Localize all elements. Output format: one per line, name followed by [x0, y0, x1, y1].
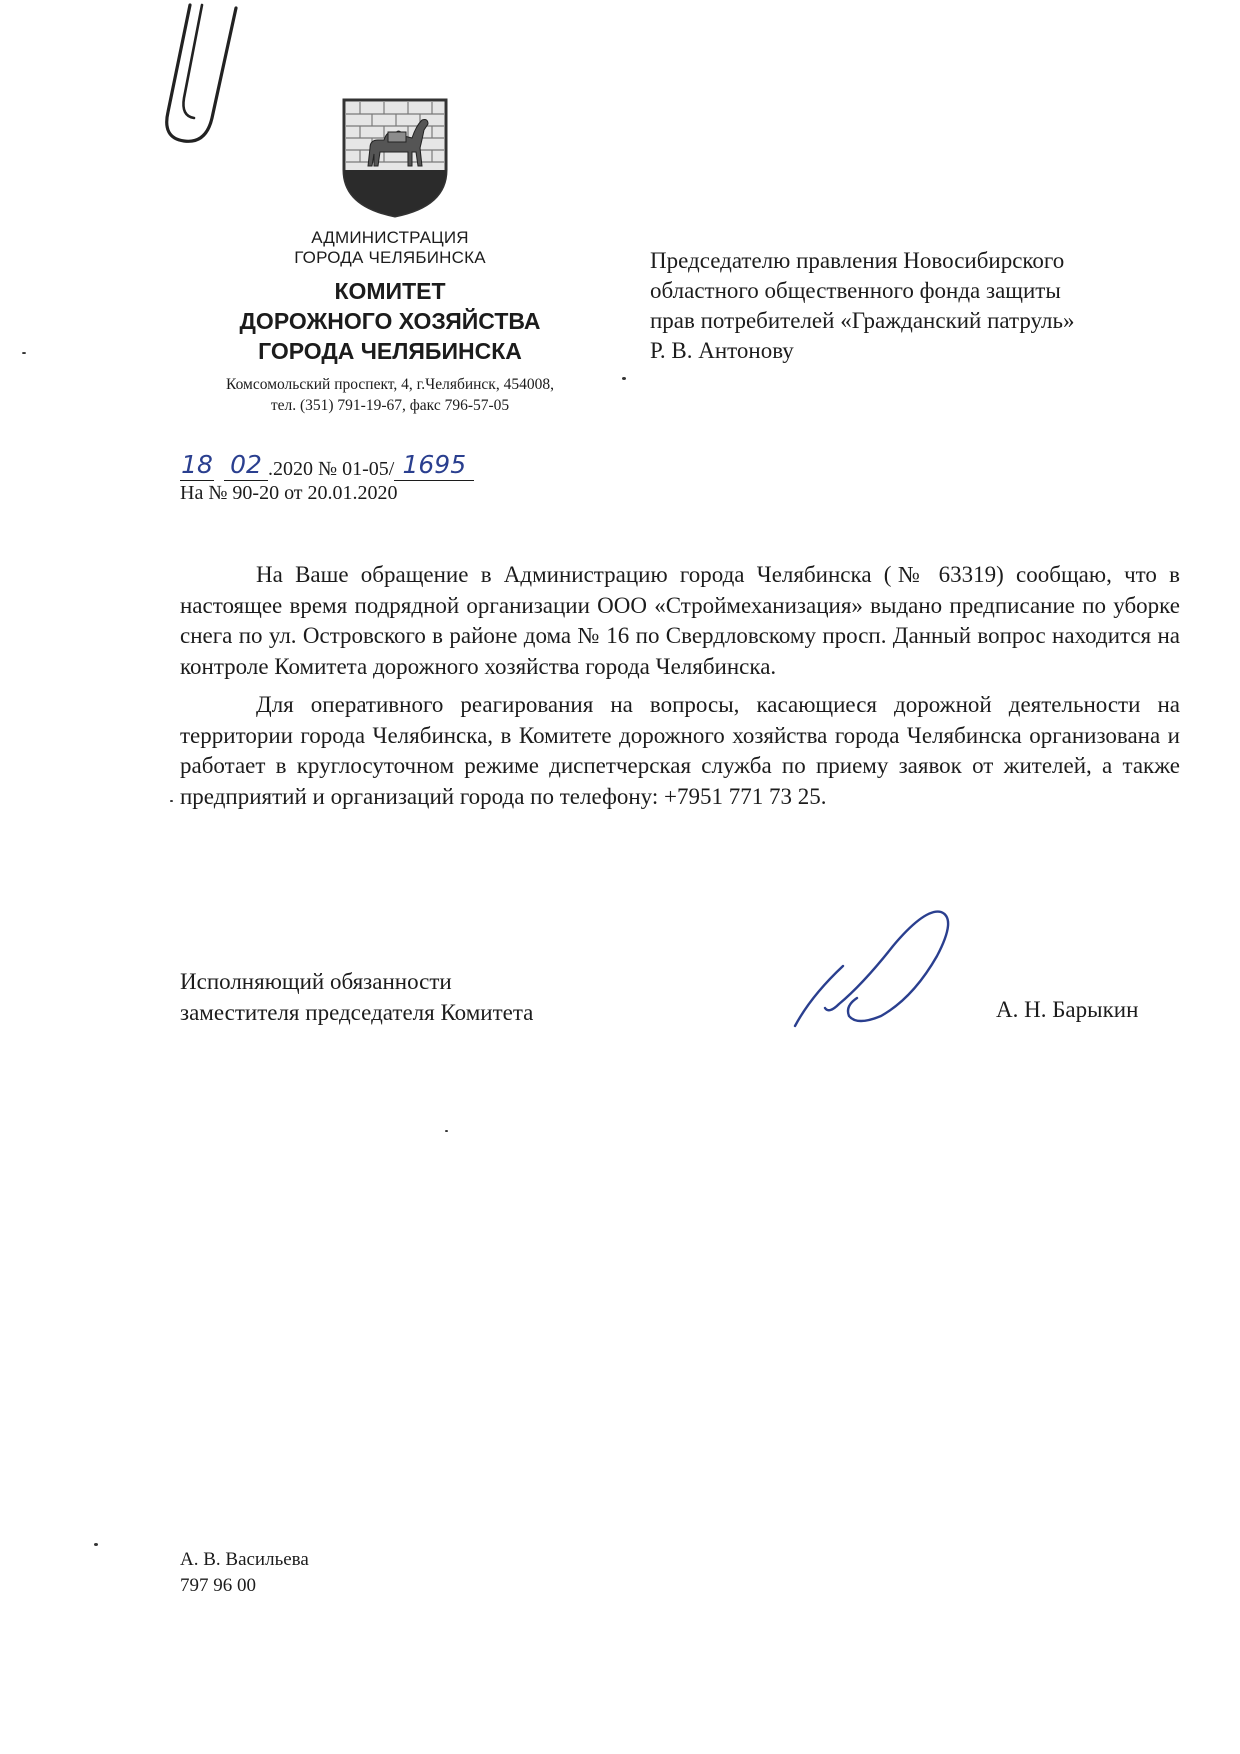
scan-speck — [622, 377, 626, 380]
recipient-line: Председателю правления Новосибирского — [650, 248, 1065, 273]
registration-month: 02 — [224, 450, 268, 481]
issuer-address-line: Комсомольский проспект, 4, г.Челябинск, 454008, — [226, 376, 554, 393]
recipient-line: прав потребителей «Гражданский патруль» — [650, 308, 1075, 333]
issuer-committee-line: ГОРОДА ЧЕЛЯБИНСКА — [258, 338, 522, 364]
body-paragraph: Для оперативного реагирования на вопросы, касающиеся дорожной деятельности на территории города Челябинска, в Комитете дорожного хозяйства города Челябинска организована и работает в круглосуточном режиме диспетчерская служба по приему заявок от жителей, а также предприятий и организаций города по телефону: +7951 771 73 25. — [180, 692, 1180, 809]
signatory-title-line: Исполняющий обязанности — [180, 969, 452, 994]
executor-phone: 797 96 00 — [180, 1575, 256, 1596]
signatory-title — [180, 966, 533, 1028]
letter-body — [180, 560, 1180, 812]
executor-block — [180, 1547, 309, 1599]
reply-reference: На № 90-20 от 20.01.2020 — [180, 482, 398, 504]
issuer-committee-line: ДОРОЖНОГО ХОЗЯЙСТВА — [239, 308, 541, 334]
paper-clip-icon — [150, 0, 260, 150]
recipient-name: Р. В. Антонову — [650, 338, 794, 363]
chelyabinsk-coat-of-arms-icon — [340, 96, 450, 218]
executor-name: А. В. Васильева — [180, 1549, 309, 1570]
issuer-admin-line: АДМИНИСТРАЦИЯ — [311, 228, 469, 247]
scan-speck — [94, 1543, 98, 1546]
signatory-name: А. Н. Барыкин — [996, 997, 1139, 1022]
signatory-title-line: заместителя председателя Комитета — [180, 1000, 534, 1025]
scan-speck — [170, 800, 173, 802]
body-paragraph: На Ваше обращение в Администрацию города Челябинска (№ 63319) сообщаю, что в настоящее время подрядной организации ООО «Строймеханизация» выдано предписание по уборке снега по ул. Островского в районе дома № 16 по Свердловскому просп. Данный вопрос находится на контроле Комитета дорожного хозяйства города Челябинска. — [180, 562, 1180, 679]
scan-speck — [445, 1130, 448, 1132]
recipient-line: областного общественного фонда защиты — [650, 278, 1061, 303]
issuer-phone-line: тел. (351) 791-19-67, факс 796-57-05 — [270, 397, 510, 414]
registration-year-number: .2020 № 01-05/ — [268, 458, 395, 480]
recipient-block — [650, 246, 1190, 366]
issuer-admin-line: ГОРОДА ЧЕЛЯБИНСКА — [294, 248, 486, 267]
registration-number: 1695 — [394, 450, 474, 481]
registration-day: 18 — [181, 450, 213, 479]
issuer-block — [170, 228, 610, 416]
issuer-committee-line: КОМИТЕТ — [334, 278, 446, 304]
registration-line — [180, 450, 680, 486]
handwritten-signature-icon — [785, 900, 965, 1036]
scan-speck — [22, 352, 26, 354]
